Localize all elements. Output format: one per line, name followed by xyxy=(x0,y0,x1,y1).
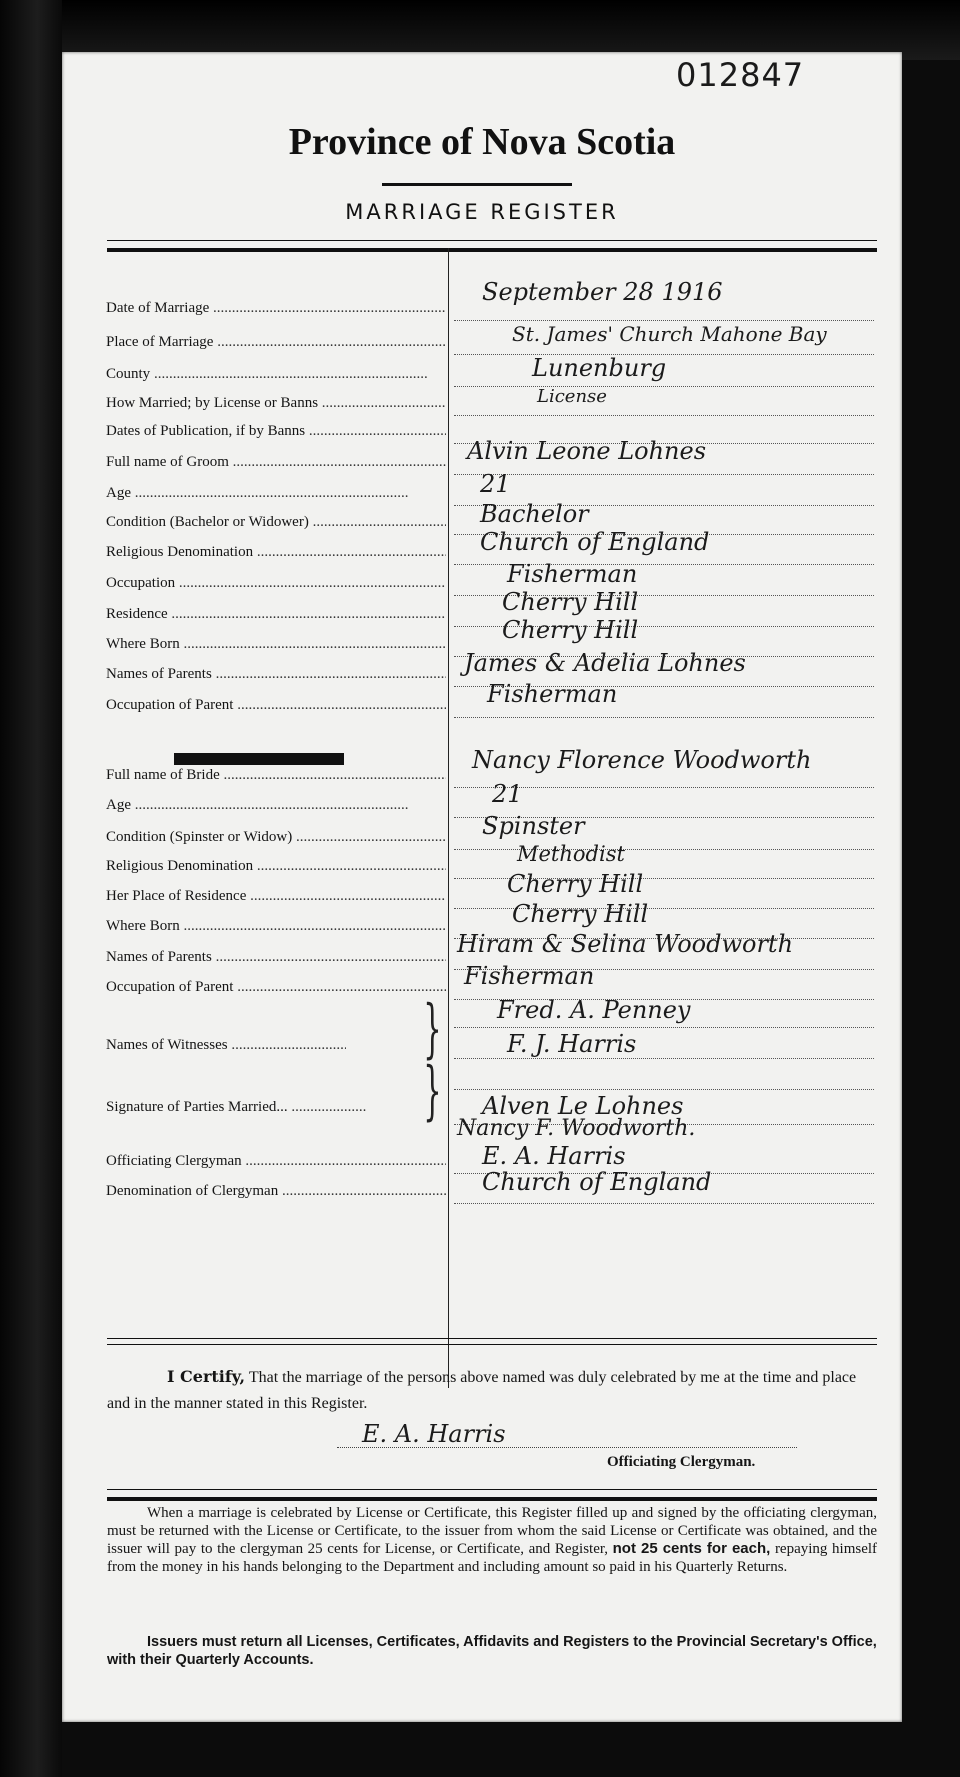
field-value: Church of England xyxy=(482,1168,712,1196)
field-label: Officiating Clergyman ..... xyxy=(106,1153,446,1170)
field-value: 21 xyxy=(480,470,511,498)
field-value: Cherry Hill xyxy=(507,870,644,898)
field-label: Religious Denomination ..... xyxy=(106,544,446,561)
scanner-left-edge xyxy=(0,0,62,1777)
witnesses-label: Names of Witnesses ..... xyxy=(106,1037,346,1054)
field-value: Fisherman xyxy=(507,560,638,588)
groom-signature: Alven Le Lohnes xyxy=(482,1092,684,1120)
bride-signature: Nancy F. Woodworth. xyxy=(457,1116,696,1141)
register-page xyxy=(62,52,902,1722)
clergyman-signature: E. A. Harris xyxy=(362,1420,506,1448)
field-value: Bachelor xyxy=(480,500,589,528)
signature-line xyxy=(454,1089,874,1090)
field-label: Names of Parents ..... xyxy=(106,949,446,966)
field-label: Residence ..... xyxy=(106,606,446,623)
field-value: Church of England xyxy=(480,528,710,556)
certify-lead: I Certify, xyxy=(167,1367,246,1386)
field-label: Dates of Publication, if by Banns ..... xyxy=(106,423,446,440)
field-line xyxy=(454,320,874,321)
field-label: Date of Marriage ..... xyxy=(106,300,446,317)
field-value: Cherry Hill xyxy=(502,588,639,616)
footer-rule xyxy=(107,1489,877,1501)
field-line xyxy=(454,717,874,718)
field-value: Alvin Leone Lohnes xyxy=(467,437,707,465)
witnesses-brace: } xyxy=(423,992,442,1066)
field-label: Place of Marriage ..... xyxy=(106,334,446,351)
field-label: Occupation of Parent ..... xyxy=(106,697,446,714)
certify-rule xyxy=(107,1338,877,1345)
page-title: Province of Nova Scotia xyxy=(288,121,676,163)
signatures-brace: } xyxy=(423,1054,442,1128)
scanner-top-edge xyxy=(0,0,960,60)
column-divider xyxy=(448,248,449,1388)
witness-line xyxy=(454,1027,874,1028)
field-value: Cherry Hill xyxy=(502,616,639,644)
field-label: Condition (Bachelor or Widower) ..... xyxy=(106,514,446,531)
field-line xyxy=(454,1203,874,1204)
field-label: Religious Denomination ..... xyxy=(106,858,446,875)
field-value: Methodist xyxy=(517,842,625,866)
certify-body: That the marriage of the persons above named was duly celebrated by me at the time and place and in the manner stated in this Register. xyxy=(107,1369,857,1412)
note-bold: not 25 cents for each, xyxy=(612,1540,771,1557)
officiating-label: Officiating Clergyman. xyxy=(607,1454,756,1470)
field-line xyxy=(454,474,874,475)
field-label: Denomination of Clergyman ..... xyxy=(106,1183,446,1200)
field-value: E. A. Harris xyxy=(482,1142,626,1170)
field-label: Her Place of Residence ..... xyxy=(106,888,446,905)
signature-line xyxy=(337,1447,797,1448)
field-value: September 28 1916 xyxy=(482,278,723,306)
field-value: License xyxy=(537,386,607,407)
issuers-note: Issuers must return all Licenses, Certificates, Affidavits and Registers to the Provincial Secretary's Office, with their Quarterly Accounts. xyxy=(107,1634,877,1668)
field-value: Spinster xyxy=(482,812,585,840)
witness-line xyxy=(454,1058,874,1059)
field-label: Where Born ..... xyxy=(106,636,446,653)
field-value: St. James' Church Mahone Bay xyxy=(512,322,827,346)
register-subtitle: MARRIAGE REGISTER xyxy=(345,200,619,224)
signatures-label: Signature of Parties Married... ..... xyxy=(106,1099,366,1116)
header-rule xyxy=(107,240,877,252)
field-value: 21 xyxy=(492,780,523,808)
field-value: Hiram & Selina Woodworth xyxy=(457,930,794,958)
field-value: Fisherman xyxy=(487,680,618,708)
field-value: Cherry Hill xyxy=(512,900,649,928)
witness-name: Fred. A. Penney xyxy=(497,996,691,1024)
field-label: Age ..... xyxy=(106,485,446,502)
field-value: Nancy Florence Woodworth xyxy=(472,746,812,774)
redacted-bar xyxy=(174,753,344,765)
field-value: Lunenburg xyxy=(532,354,667,382)
field-label: How Married; by License or Banns ..... xyxy=(106,395,446,412)
field-label: Names of Parents ..... xyxy=(106,666,446,683)
field-label: Where Born ..... xyxy=(106,918,446,935)
title-underline xyxy=(382,183,572,186)
field-label: Full name of Bride ..... xyxy=(106,767,446,784)
witness-name: F. J. Harris xyxy=(507,1030,637,1058)
field-label: Full name of Groom ..... xyxy=(106,454,446,471)
note-text-end: repaying himself from the money in his hands belonging to the Department and including amount so paid in his Quarterly Returns. xyxy=(107,1541,878,1575)
field-line xyxy=(454,386,874,387)
field-label: Occupation ..... xyxy=(106,575,446,592)
field-line xyxy=(454,415,874,416)
field-value: Fisherman xyxy=(464,962,595,990)
field-label: Condition (Spinster or Widow) ..... xyxy=(106,829,446,846)
field-value: James & Adelia Lohnes xyxy=(464,649,746,677)
field-label: Age ..... xyxy=(106,797,446,814)
field-label: County ..... xyxy=(106,366,446,383)
note-text: When a marriage is celebrated by License or Certificate, this Register filled up and signed by the officiating clergyman, must be returned with the License or Certificate, to the issuer from whom the said License or Certificate was obtained, and the issuer will pay to the clergyman 25 cents for License, or Certificate, and Register, xyxy=(107,1505,877,1557)
document-number: 012847 xyxy=(676,56,805,94)
instructions-note xyxy=(107,1504,877,1576)
certification-text xyxy=(107,1364,877,1417)
field-label: Occupation of Parent ..... xyxy=(106,979,446,996)
